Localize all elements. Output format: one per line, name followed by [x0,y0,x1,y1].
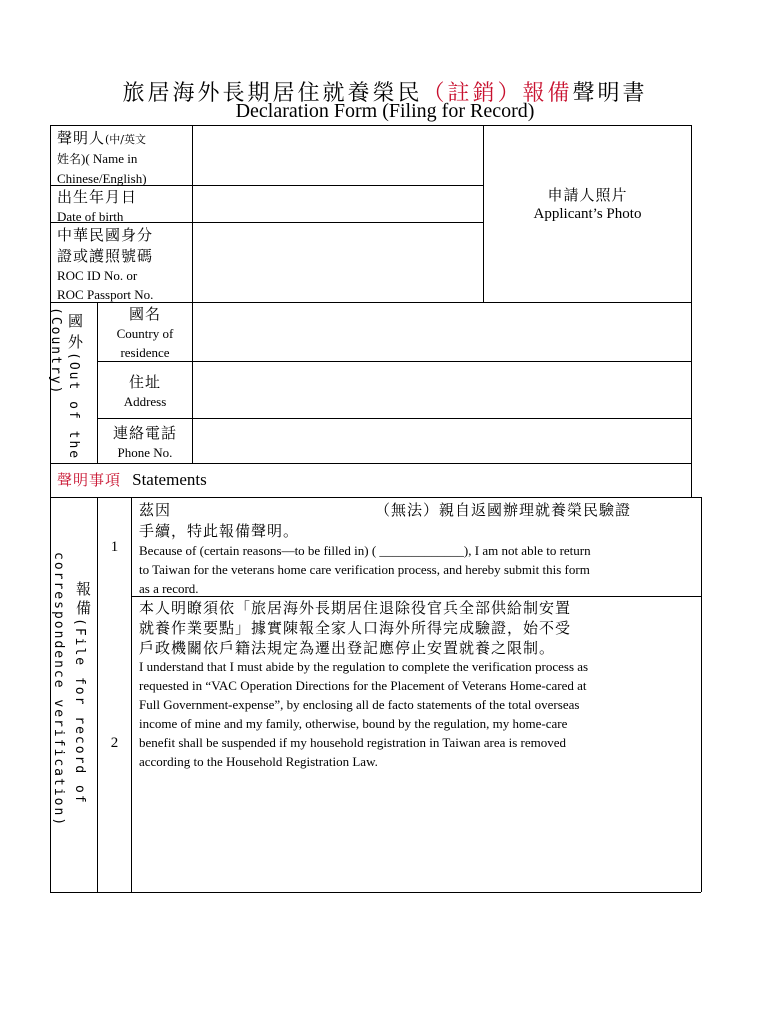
phone-label-zh: 連絡電話 [112,424,177,442]
photo-box[interactable] [484,184,691,224]
abroad-zh2: 外 [68,333,85,351]
statement-2-en-1: I understand that I must abide by the regulation to complete the verification process as [139,659,589,674]
statements-side-zh: 報 [76,580,93,598]
address-label-en: Address [123,394,167,409]
statement-2-en-3: Full Government-expense”, by enclosing all de facto statements of the total overseas [139,697,580,712]
birth-label-zh: 出生年月日 [57,188,138,206]
id-label-zh1: 中華民國身分 [57,226,154,244]
table-bottom-border [50,892,701,893]
id-label-en1: ROC ID No. or [57,268,138,283]
id-label-zh2: 證或護照號碼 [57,247,154,265]
statement-2-en-4: income of mine and my family, otherwise, bound by the regulation, my home-care [139,716,568,731]
abroad-side-zh: (Out of the [66,352,81,461]
statement-2-zh-1: 本人明瞭須依「旅居海外長期居住退除役官兵全部供給制安置 [139,599,572,617]
statements-heading [57,469,207,490]
address-label-zh: 住址 [128,373,161,391]
title-zh-prefix: 旅居海外長期居住就養榮民 [122,81,423,106]
birth-input-field[interactable] [193,186,482,221]
birth-label-en: Date of birth [57,209,124,224]
statements-heading-en: Statements [132,470,207,489]
statement-1-en-3: as a record. [139,581,199,596]
statement-1-en-1: Because of (certain reasons—to be filled in) ( _____________), I am not able to return [139,543,591,558]
table-right-border-top [691,125,692,497]
statement-2-en-6: according to the Household Registration Law. [139,754,378,769]
name-label-zh-d: )( Name in [81,151,138,166]
address-label [98,371,192,411]
statements-heading-zh: 聲明事項 [57,471,122,489]
id-label-en2: ROC Passport No. [57,287,154,302]
country-label [98,303,192,362]
row-divider-7 [50,497,701,498]
statement-2-number: 2 [110,735,119,751]
id-input-field[interactable] [193,223,482,301]
statements-side-en1: (File for record of [72,618,87,805]
statement-2-zh-3: 戶政機關依戶籍法規定為遷出登記應停止安置就養之限制。 [139,639,556,657]
country-label-en2: residence [120,345,170,360]
photo-label-en: Applicant’s Photo [533,206,642,222]
row-divider-6 [50,463,691,464]
birth-label [57,186,192,226]
phone-label-en: Phone No. [117,445,173,460]
abroad-side-en: (Country) [48,307,63,396]
name-label-zh-b: (中/英文 [105,133,147,146]
statement-2-en-2: requested in “VAC Operation Directions for the Placement of Veterans Home-cared at [139,678,587,693]
abroad-zh1: 國 [68,312,85,330]
phone-label [98,422,192,462]
statement-1-zh-2: 手續，特此報備聲明。 [139,522,300,540]
statement-2 [139,597,699,771]
title-english: Declaration Form (Filing for Record) [235,100,535,122]
table-right-border-bottom [701,497,702,892]
statements-side-zh2: 備 [76,599,93,617]
name-input-field[interactable] [193,126,482,184]
name-label-zh-c: 姓名 [57,152,82,166]
title-zh-suffix: 聲明書 [572,81,648,106]
statement-1-en-2: to Taiwan for the veterans home care verification process, and hereby submit this form [139,562,590,577]
name-label [57,127,192,188]
statement-2-en-5: benefit shall be suspended if my household registration in Taiwan area is removed [139,735,567,750]
id-label [57,224,192,304]
phone-input-field[interactable] [193,419,690,462]
title-zh-red: （註銷）報備 [422,81,573,106]
statement-1-number: 1 [110,539,119,555]
address-input-field[interactable] [193,362,690,417]
statement-1-zh-b: （無法）親自返國辦理就養榮民驗證 [375,501,632,519]
statements-side-en2: correspondence verification) [51,552,66,828]
statement-1-zh-a: 茲因 [139,501,172,519]
statement-2-zh-2: 就養作業要點」據實陳報全家人口海外所得完成驗證，始不受 [139,619,572,637]
name-label-zh-a: 聲明人 [57,129,106,147]
country-input-field[interactable] [193,303,690,360]
statement-1 [139,499,699,598]
country-label-en1: Country of [116,326,174,341]
country-label-zh: 國名 [128,305,161,323]
name-label-en: Chinese/English) [57,171,147,186]
col-divider-num [131,497,132,892]
photo-label-zh: 申請人照片 [547,186,628,204]
